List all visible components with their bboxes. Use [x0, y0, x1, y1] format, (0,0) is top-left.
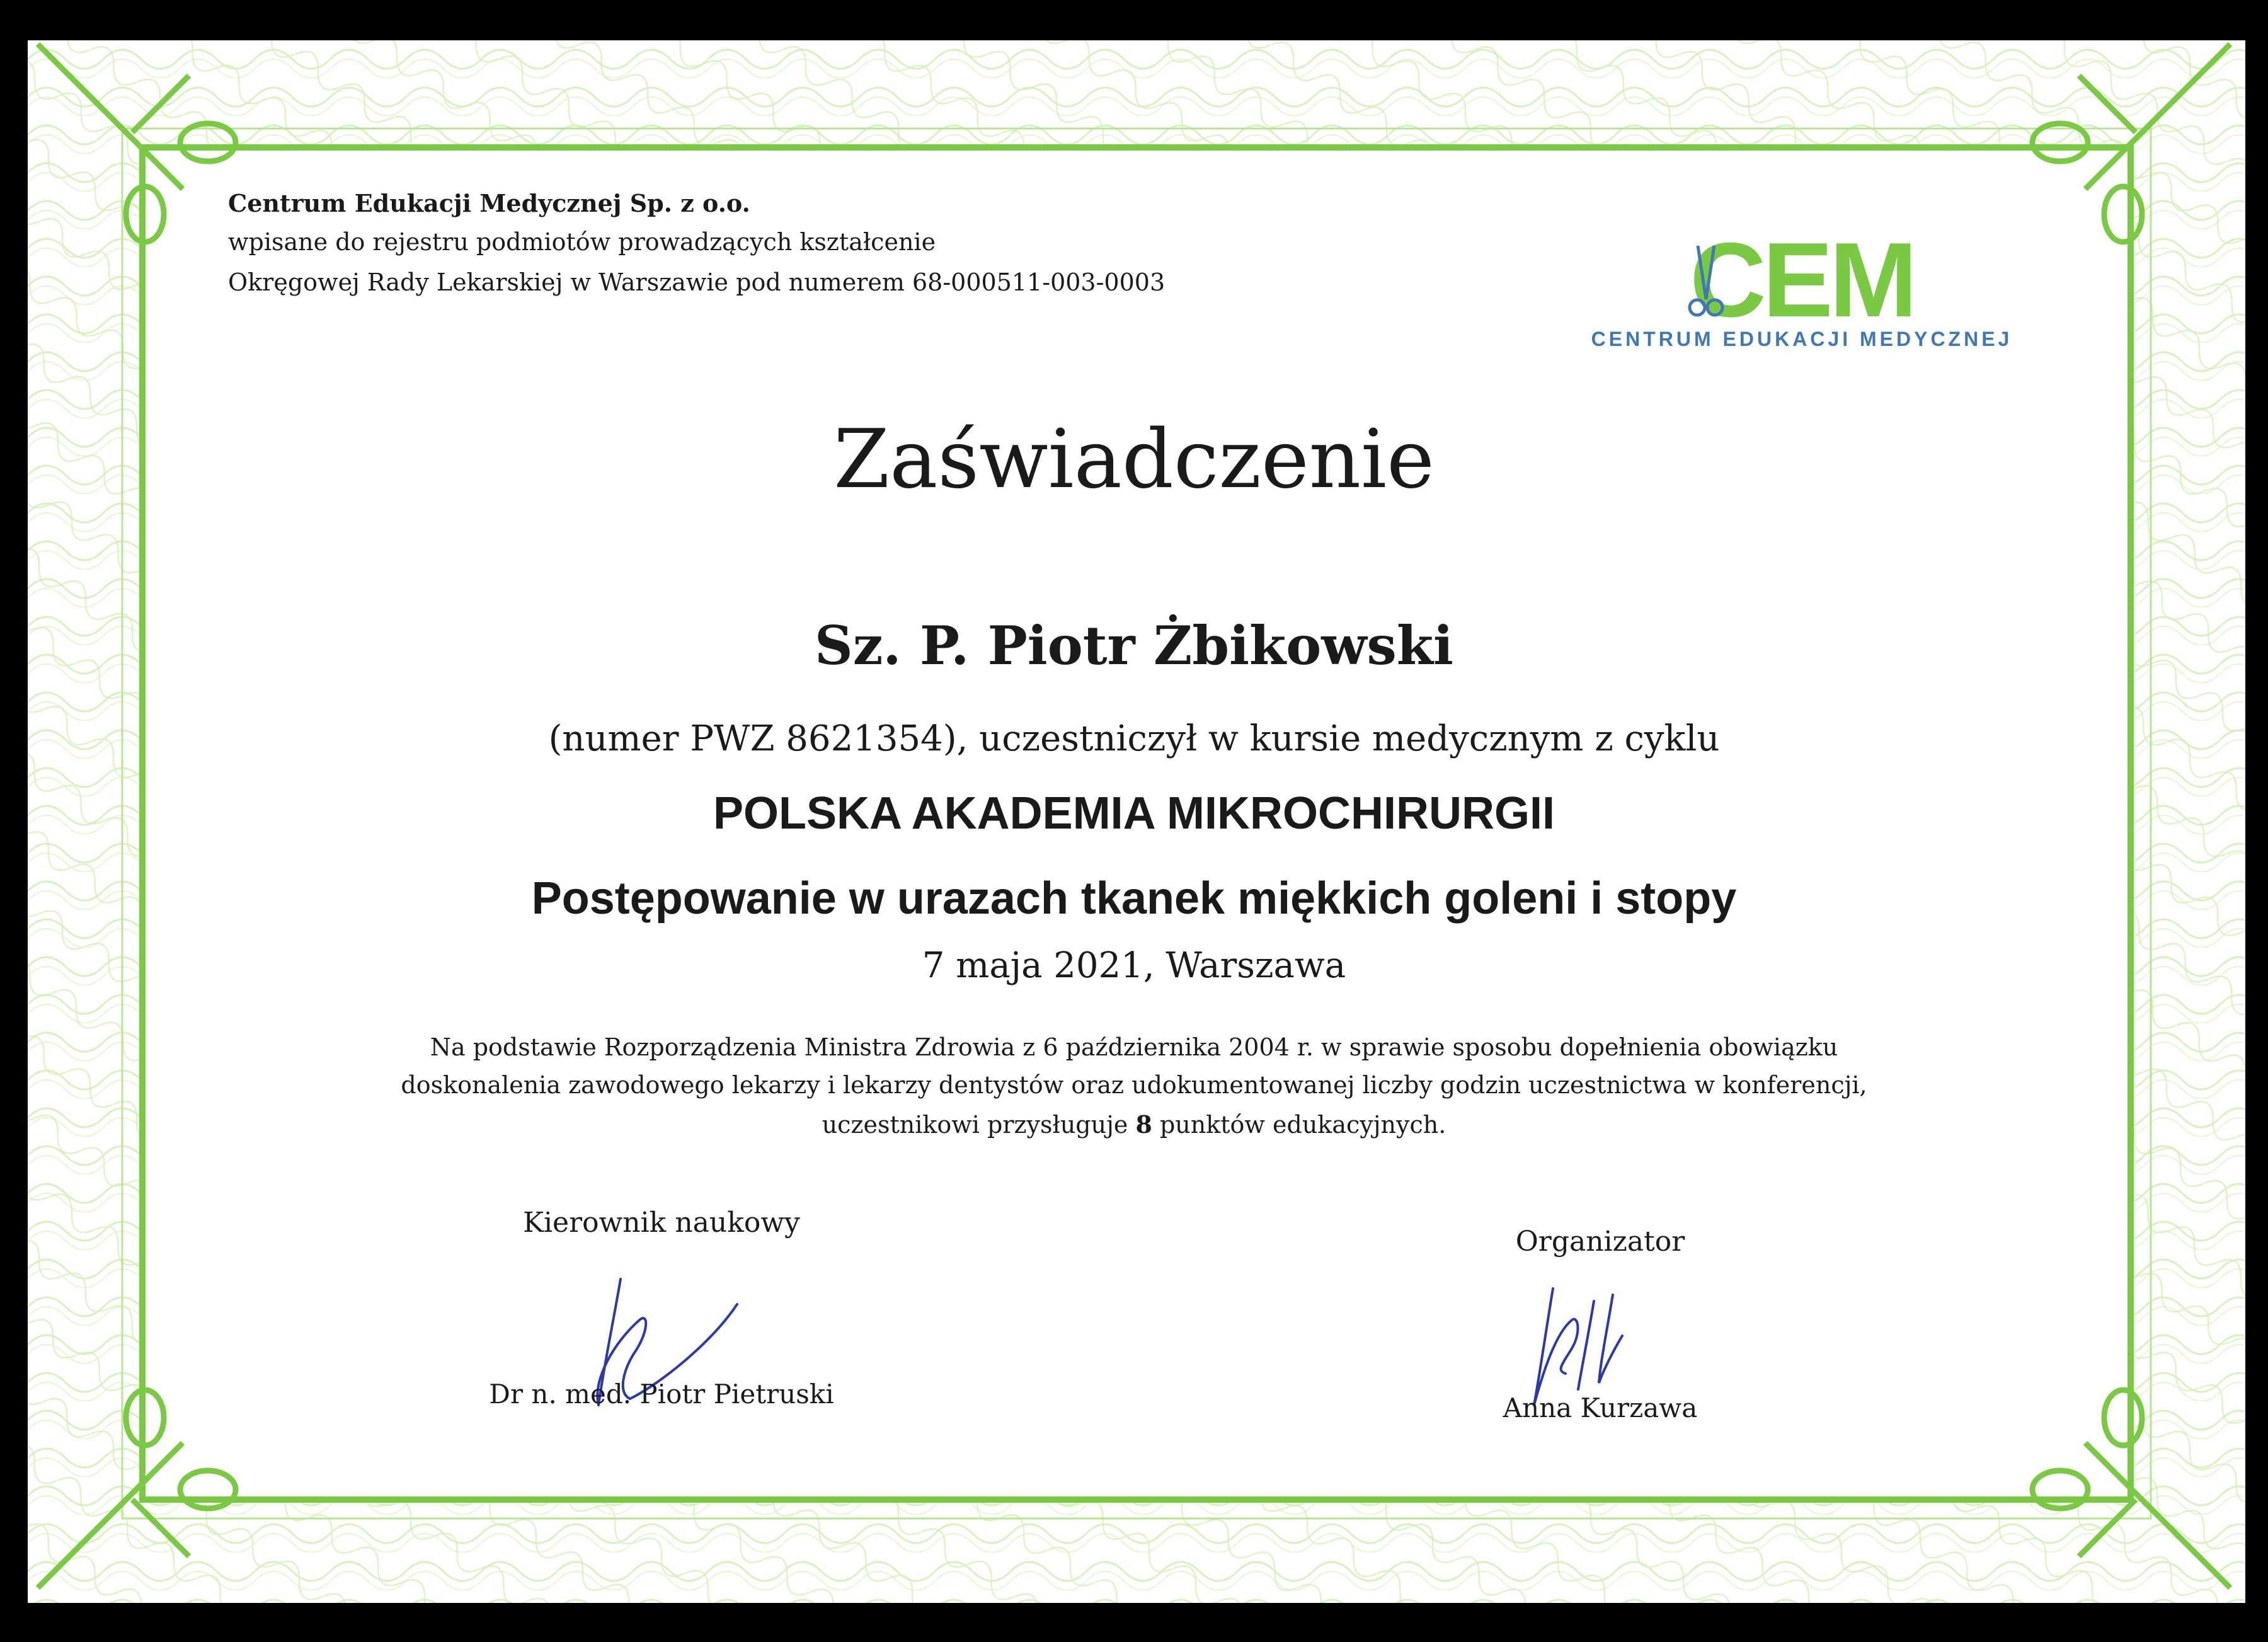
legal-basis-line-3 — [0, 1110, 2268, 1139]
logo-wordmark: CEM — [1690, 233, 1914, 328]
logo-tagline: CENTRUM EDUKACJI MEDYCZNEJ — [1591, 328, 2013, 350]
document-title: Zaświadczenie — [833, 413, 1435, 507]
issuer-name: Centrum Edukacji Medycznej Sp. z o.o. — [228, 189, 750, 217]
scientific-director-name: Dr n. med. Piotr Pietruski — [489, 1379, 834, 1409]
points-value: 8 — [1135, 1110, 1152, 1139]
course-cycle-name: POLSKA AKADEMIA MIKROCHIRURGII — [713, 788, 1555, 839]
course-title: Postępowanie w urazach tkanek miękkich goleni i stopy — [531, 873, 1737, 924]
scientific-director-role: Kierownik naukowy — [523, 1207, 800, 1239]
organizer-role: Organizator — [1515, 1226, 1685, 1258]
points-prefix: uczestnikowi przysługuje — [822, 1111, 1136, 1139]
organizer-name: Anna Kurzawa — [1503, 1392, 1698, 1423]
participation-statement: (numer PWZ 8621354), uczestniczył w kursie medycznym z cyklu — [548, 718, 1720, 759]
legal-basis-line-2: doskonalenia zawodowego lekarzy i lekarzy dentystów oraz udokumentowanej liczby godzin uczestnictwa w konferencji, — [401, 1071, 1867, 1099]
issuer-registry-number-line: Okręgowej Rady Lekarskiej w Warszawie pod numerem 68-000511-003-0003 — [228, 268, 1166, 296]
course-date-place: 7 maja 2021, Warszawa — [922, 945, 1346, 986]
cem-logo — [1632, 233, 1972, 328]
points-suffix: punktów edukacyjnych. — [1152, 1111, 1446, 1139]
legal-basis-line-1: Na podstawie Rozporządzenia Ministra Zdrowia z 6 października 2004 r. w sprawie sposobu dopełnienia obowiązku — [430, 1033, 1838, 1061]
recipient-name: Sz. P. Piotr Żbikowski — [815, 614, 1453, 677]
issuer-registry-line: wpisane do rejestru podmiotów prowadzących kształcenie — [228, 228, 936, 256]
